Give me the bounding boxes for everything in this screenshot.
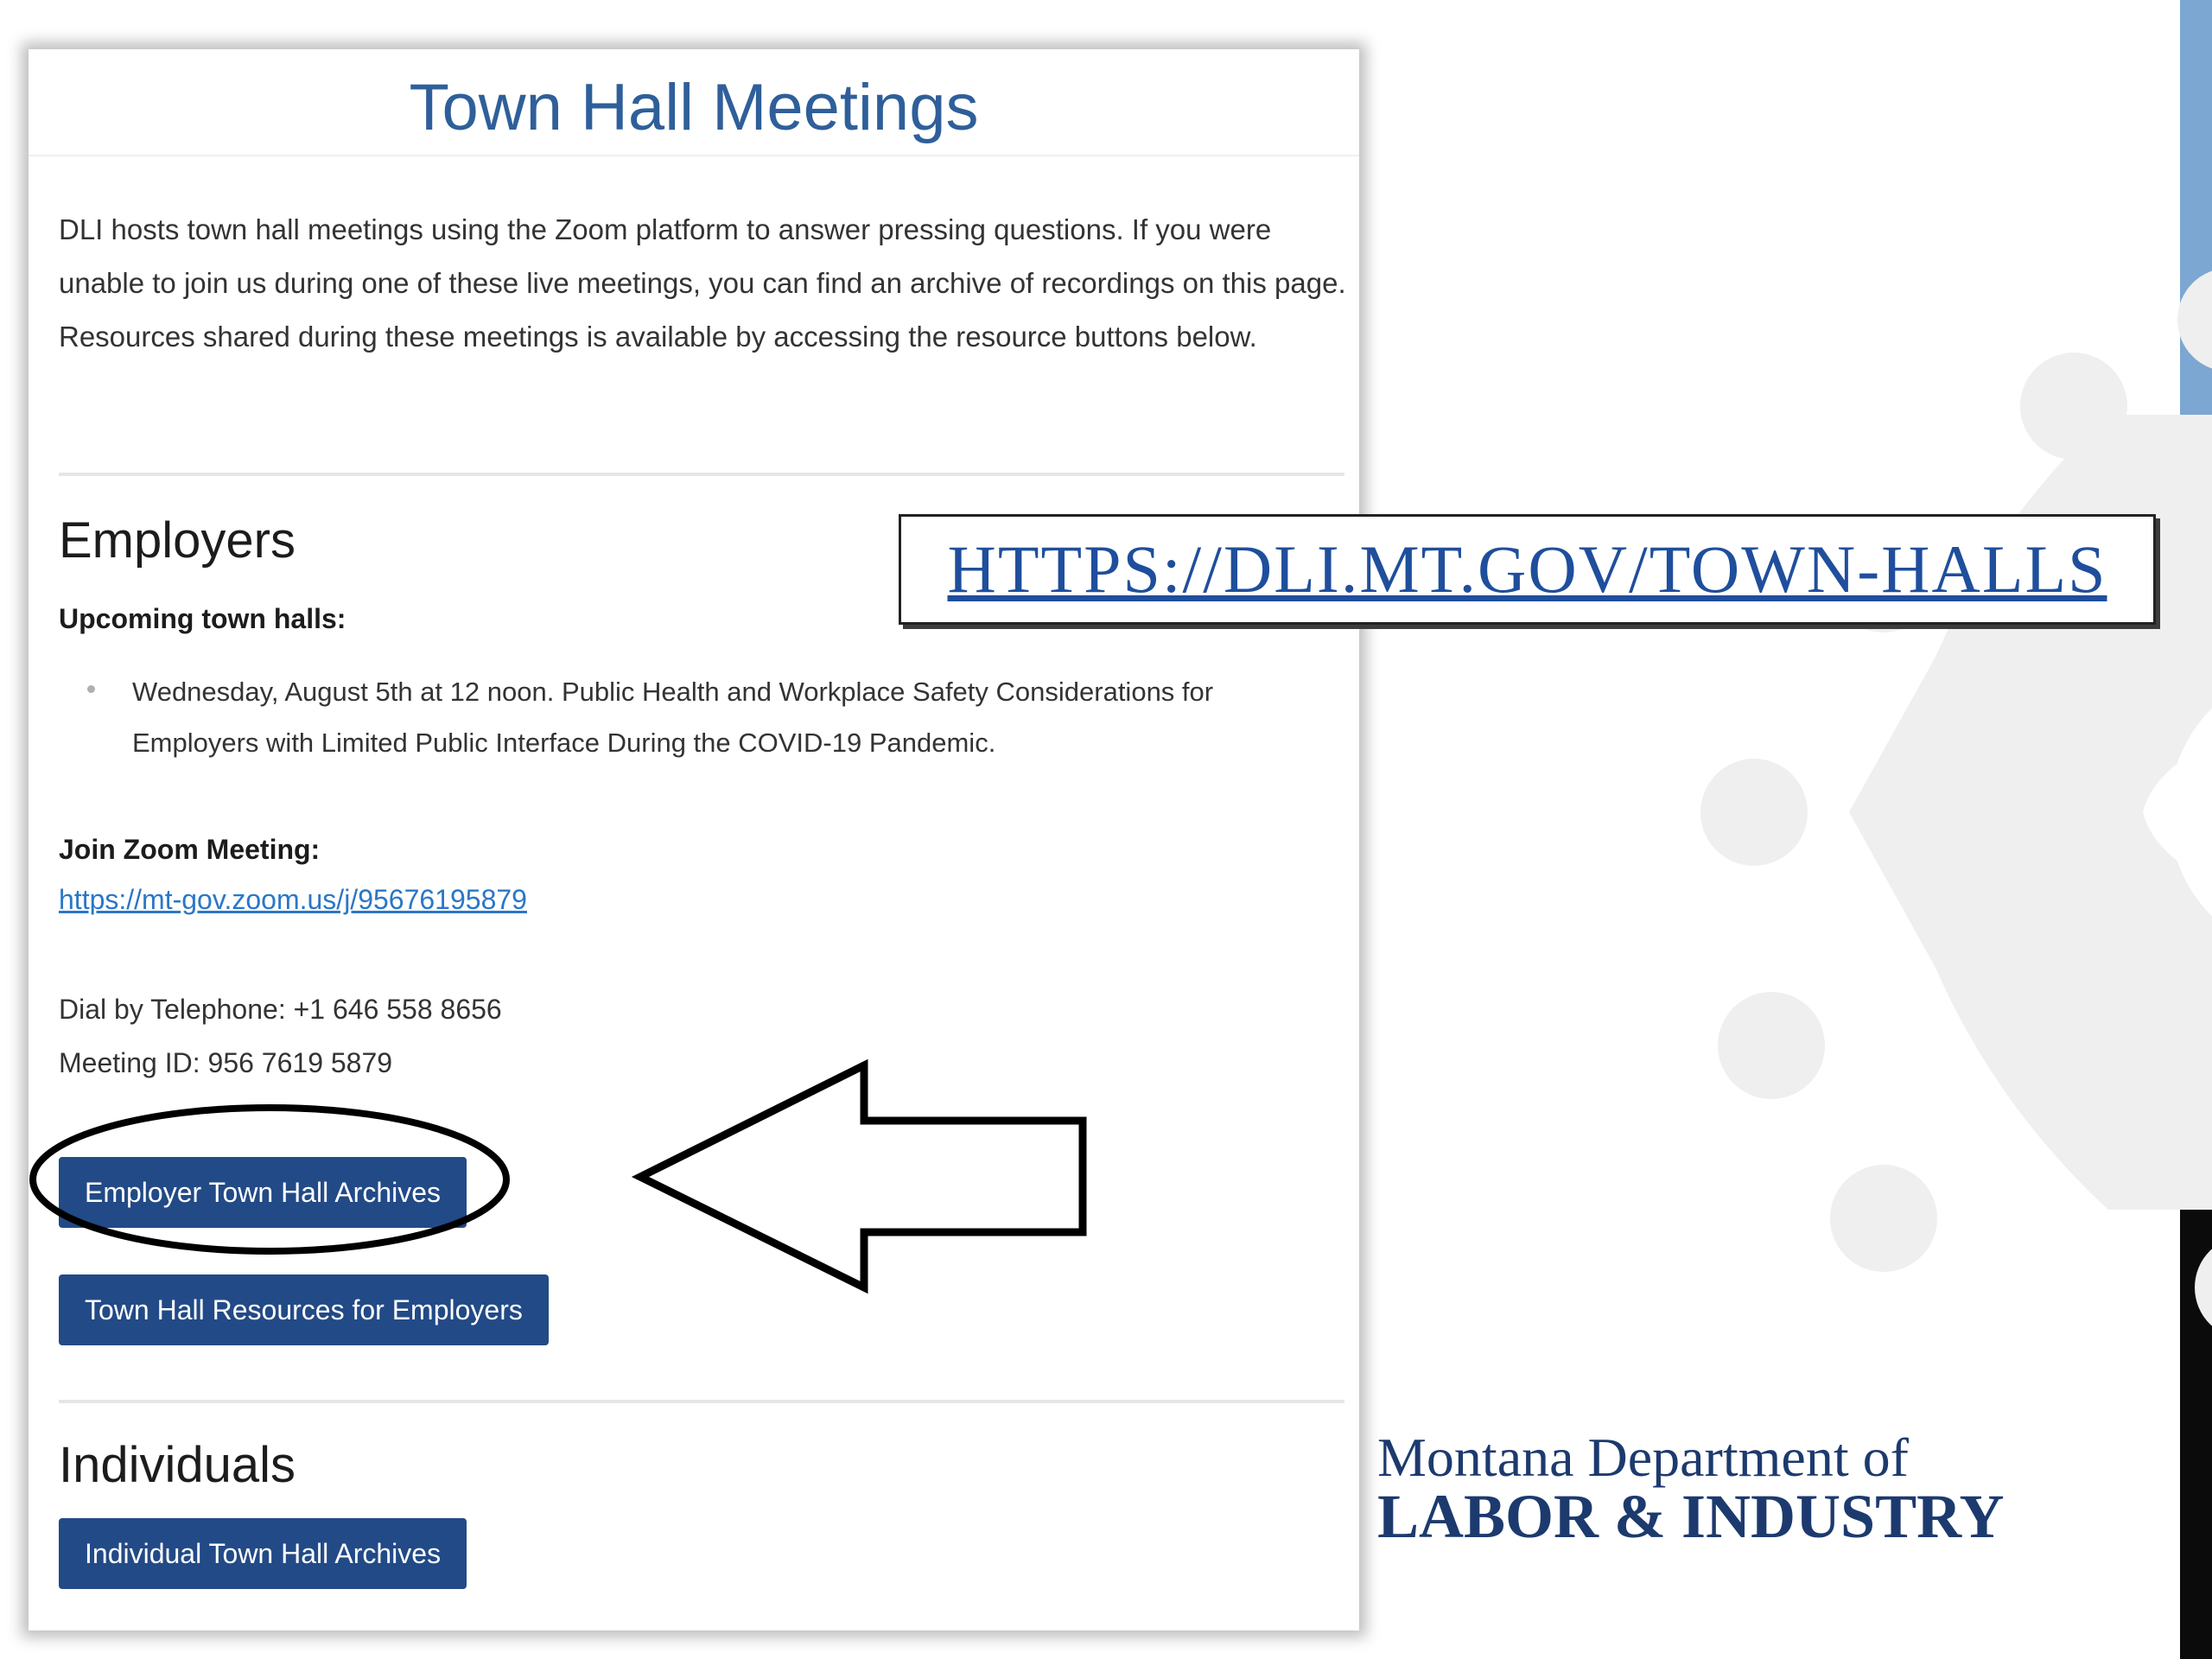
gear-watermark-icon (1624, 259, 2212, 1365)
url-callout-link[interactable]: HTTPS://DLI.MT.GOV/TOWN-HALLS (947, 531, 2107, 607)
page-title: Town Hall Meetings (409, 71, 979, 144)
section-divider (59, 1400, 1344, 1403)
individual-archives-button[interactable]: Individual Town Hall Archives (59, 1518, 467, 1589)
dial-telephone: Dial by Telephone: +1 646 558 8656 (59, 994, 502, 1025)
employers-heading: Employers (59, 512, 296, 569)
section-divider (59, 473, 1344, 476)
url-callout-box (899, 514, 2156, 625)
zoom-meeting-link[interactable]: https://mt-gov.zoom.us/j/95676195879 (59, 884, 527, 915)
employer-resources-button[interactable]: Town Hall Resources for Employers (59, 1274, 549, 1345)
join-zoom-label: Join Zoom Meeting: (59, 834, 321, 865)
meeting-id: Meeting ID: 956 7619 5879 (59, 1047, 393, 1078)
employer-archives-button[interactable]: Employer Town Hall Archives (59, 1157, 467, 1228)
bullet-icon (87, 685, 95, 693)
upcoming-label: Upcoming town halls: (59, 603, 346, 634)
individuals-heading: Individuals (59, 1437, 296, 1493)
web-page-panel (29, 49, 1359, 1630)
intro-paragraph: DLI hosts town hall meetings using the Zoom platform to answer pressing questions. If you were unable to join us during one of these live meetings, you can find an archive of recordings on this page. Resources shared during these meetings is available by accessing the resource buttons below. (59, 213, 1346, 353)
dli-logo (1377, 1427, 2005, 1551)
list-item: Wednesday, August 5th at 12 noon. Public Health and Workplace Safety Considerations for Employers with Limited Public Interface During the COVID-19 Pandemic. (132, 677, 1214, 758)
logo-line-2: LABOR & INDUSTRY (1377, 1482, 2005, 1551)
logo-line-1: Montana Department of (1377, 1427, 1909, 1488)
title-divider (29, 155, 1359, 156)
